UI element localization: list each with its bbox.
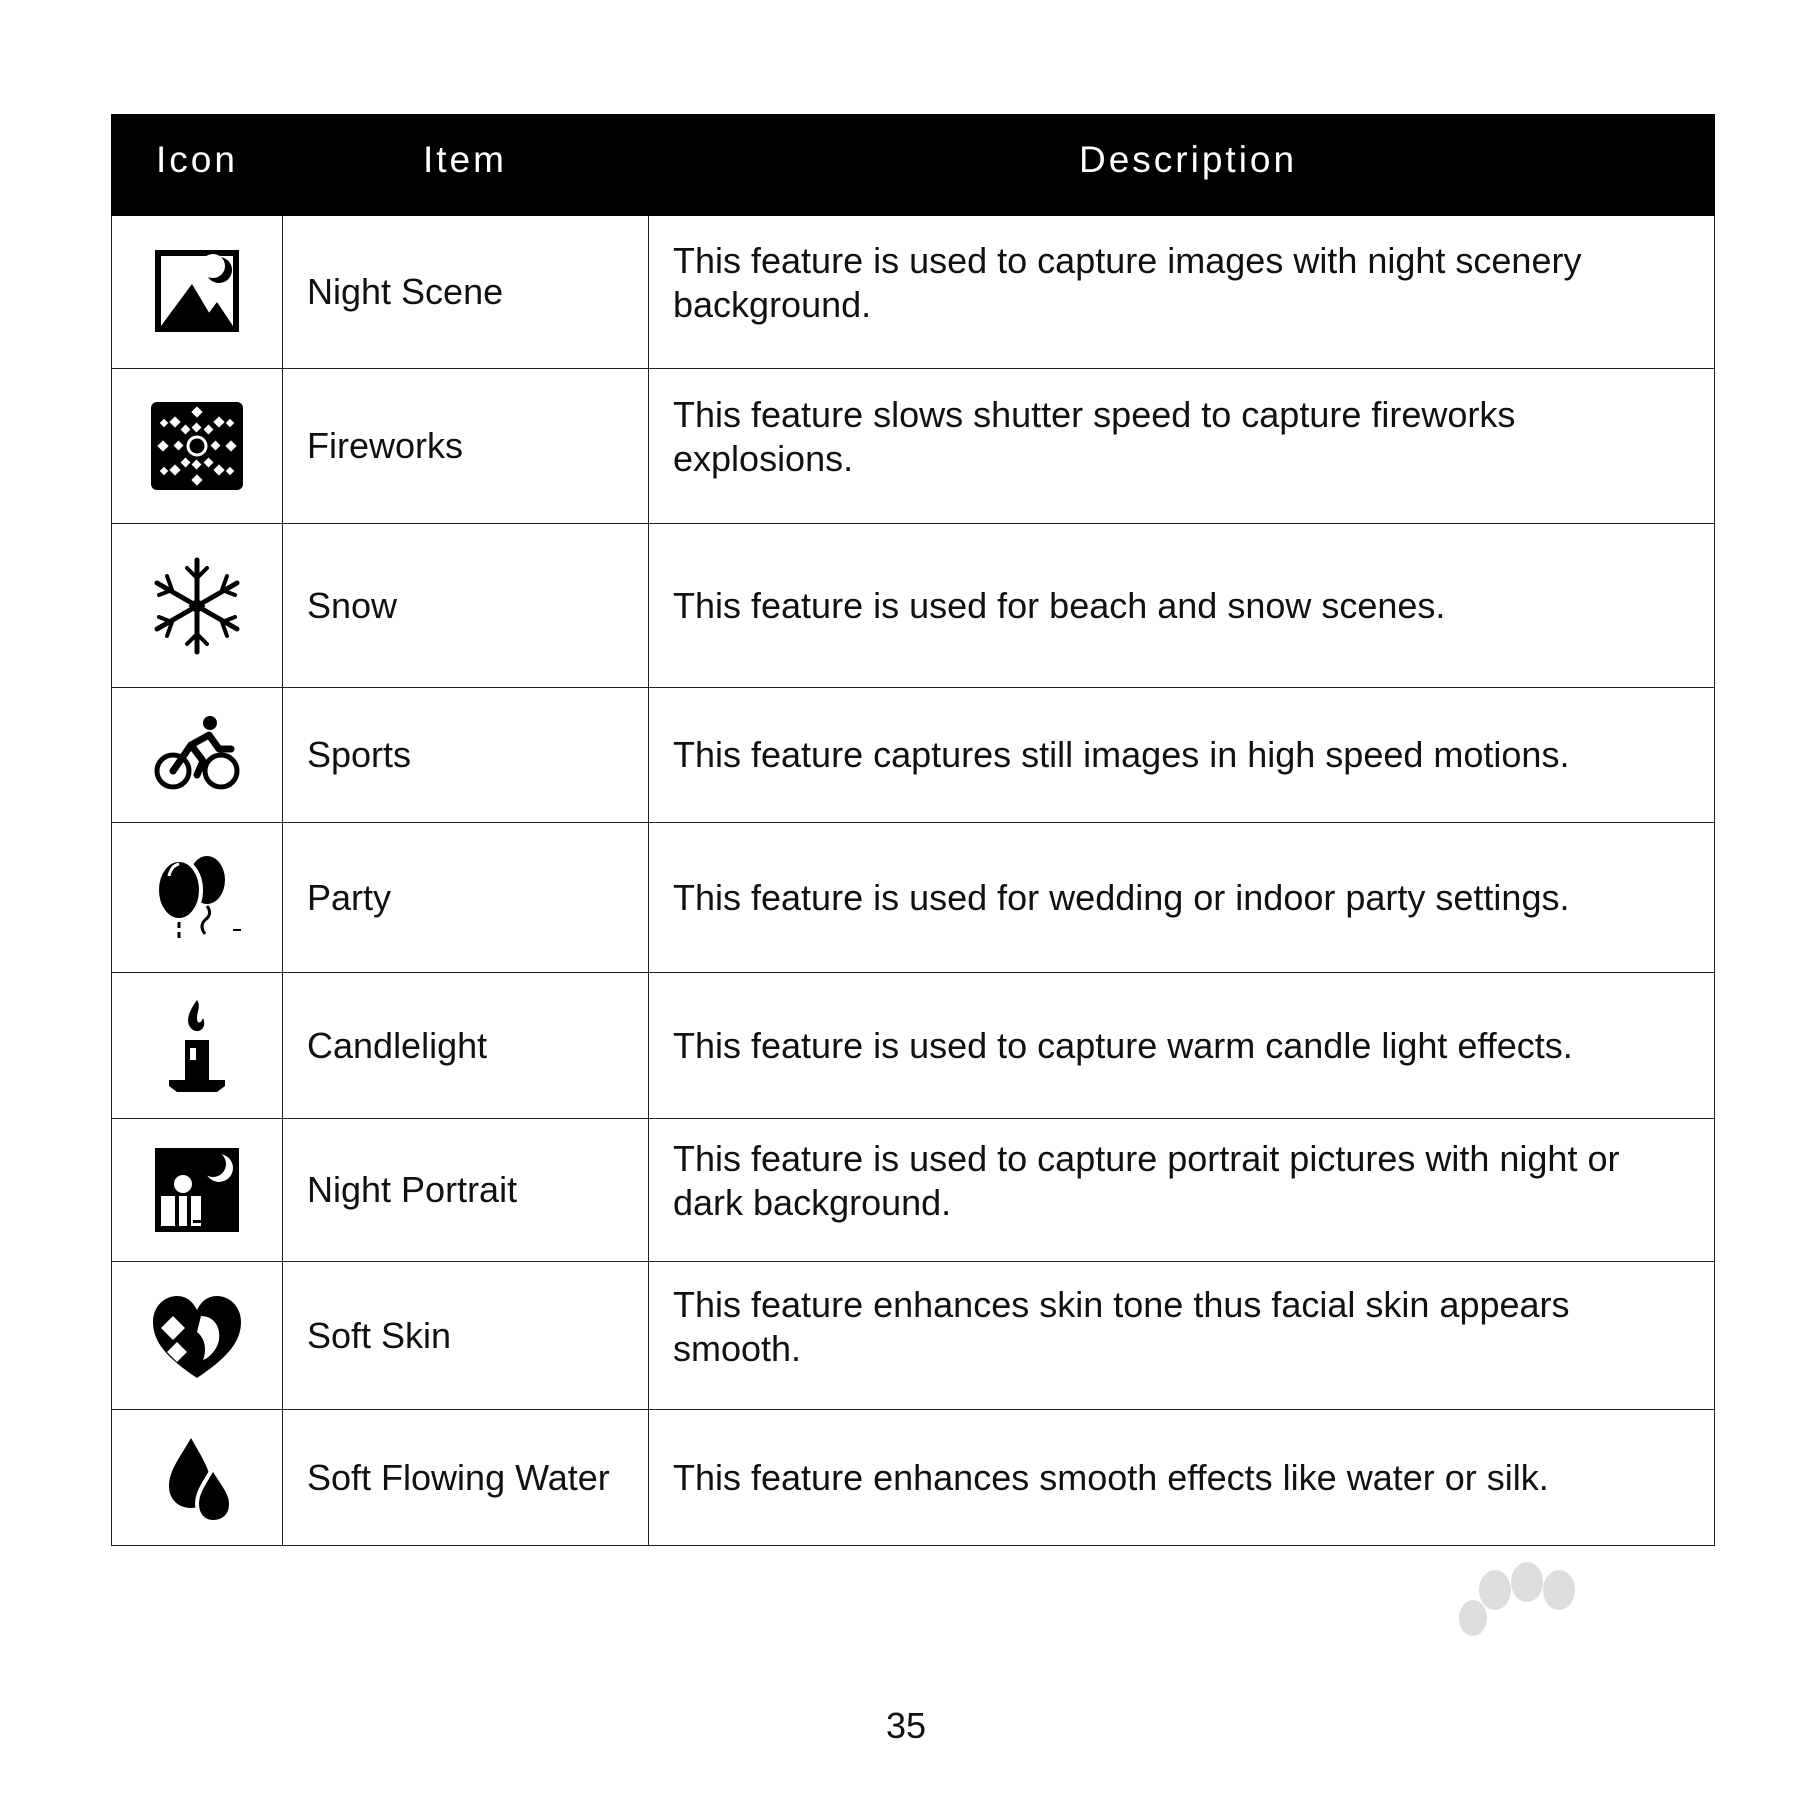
- table-row: [112, 524, 1715, 688]
- soft-skin-icon: [147, 1286, 247, 1386]
- item-description: This feature is used to capture portrait pictures with night or dark background.: [673, 1138, 1620, 1223]
- header-description: Description: [649, 115, 1715, 216]
- item-label: Sports: [307, 734, 412, 775]
- table-row: [112, 823, 1715, 973]
- item-label: Candlelight: [307, 1024, 488, 1066]
- soft-flowing-water-icon: [147, 1428, 247, 1528]
- item-label: Snow: [307, 584, 398, 626]
- item-label: Party: [307, 876, 392, 918]
- item-description: This feature slows shutter speed to capture fireworks explosions.: [673, 394, 1516, 479]
- table-row: [112, 216, 1715, 369]
- table-row: [112, 1410, 1715, 1546]
- header-item: Item: [283, 115, 649, 216]
- item-description: This feature is used for wedding or indoor party settings.: [673, 876, 1570, 918]
- header-icon: Icon: [112, 115, 283, 216]
- candlelight-icon: [147, 996, 247, 1096]
- scene-mode-table: [111, 114, 1715, 1546]
- item-label: Fireworks: [307, 425, 464, 466]
- table-row: [112, 1262, 1715, 1410]
- item-label: Soft Flowing Water: [307, 1456, 610, 1498]
- page-number: 35: [885, 1705, 927, 1746]
- night-scene-icon: [147, 242, 247, 342]
- item-label: Night Portrait: [307, 1169, 518, 1210]
- baidu-watermark-logo: [1295, 1560, 1725, 1760]
- party-icon: [147, 848, 247, 948]
- snow-icon: [147, 556, 247, 656]
- item-description: This feature enhances smooth effects like water or silk.: [673, 1456, 1549, 1498]
- item-label: Soft Skin: [307, 1314, 452, 1356]
- sports-icon: [147, 705, 247, 805]
- item-description: This feature is used to capture warm candle light effects.: [673, 1024, 1573, 1066]
- fireworks-icon: [147, 396, 247, 496]
- table-row: [112, 1119, 1715, 1262]
- item-description: This feature is used to capture images with night scenery background.: [673, 240, 1582, 325]
- item-description: This feature captures still images in high speed motions.: [673, 734, 1570, 775]
- table-header-row: [112, 115, 1715, 216]
- item-description: This feature enhances skin tone thus facial skin appears smooth.: [673, 1283, 1570, 1369]
- table-row: [112, 369, 1715, 524]
- night-portrait-icon: [147, 1140, 247, 1240]
- table-row: [112, 973, 1715, 1119]
- table-row: [112, 688, 1715, 823]
- item-description: This feature is used for beach and snow scenes.: [673, 584, 1446, 626]
- item-label: Night Scene: [307, 271, 504, 312]
